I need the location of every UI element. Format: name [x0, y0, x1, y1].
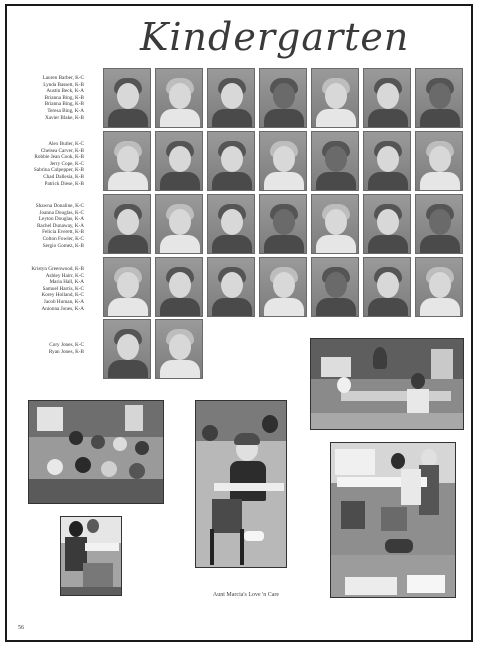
student-name: Maria Hall, K-A — [49, 279, 84, 286]
student-portrait — [311, 68, 359, 128]
student-portrait — [363, 257, 411, 317]
name-list-row-5 — [14, 342, 84, 355]
student-portrait — [207, 194, 255, 254]
student-portrait — [155, 194, 203, 254]
name-list-row-1 — [14, 75, 84, 121]
student-portrait — [207, 131, 255, 191]
student-portrait — [103, 319, 151, 379]
boy-at-desk-photo — [195, 400, 287, 568]
student-name: Joanna Douglas, K-C — [39, 209, 84, 216]
student-portrait — [259, 131, 307, 191]
name-list-row-3 — [14, 203, 84, 249]
student-name: Jacob Human, K-A — [43, 298, 84, 305]
student-portrait — [363, 68, 411, 128]
student-name: Ryan Jones, K-B — [48, 348, 84, 355]
student-name: Xavier Blake, K-B — [44, 114, 84, 121]
student-name: Austin Beck, K-A — [46, 88, 84, 95]
page-title: Kindergarten — [140, 15, 410, 59]
student-portrait — [155, 319, 203, 379]
student-name: Felicia Everett, K-B — [42, 229, 84, 236]
student-portrait — [155, 131, 203, 191]
student-portrait — [207, 68, 255, 128]
student-name: Lynda Bassett, K-B — [43, 81, 84, 88]
student-name: Brianna Bing, K-B — [44, 101, 84, 108]
student-name: Samuel Harris, K-C — [42, 285, 84, 292]
student-portrait — [363, 194, 411, 254]
page-number: 56 — [18, 625, 24, 631]
student-portrait — [207, 257, 255, 317]
student-portrait — [311, 257, 359, 317]
student-portrait — [259, 68, 307, 128]
student-portrait — [103, 257, 151, 317]
student-portrait — [415, 68, 463, 128]
student-portrait — [103, 194, 151, 254]
classroom-photo-tables — [310, 338, 464, 430]
student-name: Korey Holland, K-C — [41, 292, 84, 299]
children-at-table-photo — [60, 516, 122, 596]
student-name: Rachel Dunaway, K-A — [36, 222, 84, 229]
student-portrait — [311, 131, 359, 191]
student-name: Colton Fowler, K-C — [42, 235, 84, 242]
student-portrait — [155, 68, 203, 128]
student-name: Jerry Cope, K-C — [49, 160, 84, 167]
student-name: Sergio Gomez, K-B — [42, 242, 84, 249]
student-portrait — [415, 257, 463, 317]
student-name: Cory Jones, K-C — [49, 342, 84, 348]
student-name: Chelsea Carver, K-B — [40, 147, 84, 154]
student-portrait — [311, 194, 359, 254]
student-name: Teresa Bing, K-A — [47, 107, 84, 114]
student-name: Lauren Barber, K-C — [42, 75, 84, 81]
name-list-row-4 — [14, 266, 84, 312]
student-name: Kristyn Greenwood, K-B — [31, 266, 84, 272]
student-portrait — [415, 131, 463, 191]
student-portrait — [259, 194, 307, 254]
student-name: Brianna Bing, K-B — [44, 94, 84, 101]
student-name: Patrick Diese, K-B — [44, 180, 84, 187]
student-name: Shawna Donaline, K-C — [35, 203, 84, 209]
group-photo-children — [28, 400, 164, 504]
student-name: Robbie Jean Cook, K-B — [34, 154, 84, 161]
student-name: Anionna Jones, K-A — [41, 305, 84, 312]
name-list-row-2 — [14, 141, 84, 187]
student-name: Chad Dallesia, K-B — [43, 173, 84, 180]
student-portrait — [103, 68, 151, 128]
student-name: Sabrina Culpepper, K-B — [33, 167, 84, 174]
student-portrait — [103, 131, 151, 191]
student-portrait — [259, 257, 307, 317]
student-portrait — [155, 257, 203, 317]
student-name: Alex Butler, K-C — [48, 141, 84, 147]
student-portrait — [415, 194, 463, 254]
student-name: Ashley Hairr, K-C — [45, 272, 84, 279]
classroom-photo-teacher — [330, 442, 456, 598]
student-portrait — [363, 131, 411, 191]
photo-caption: Aunt Marcia's Love 'n Care — [212, 592, 280, 598]
student-name: Leyton Douglas, K-A — [38, 216, 84, 223]
